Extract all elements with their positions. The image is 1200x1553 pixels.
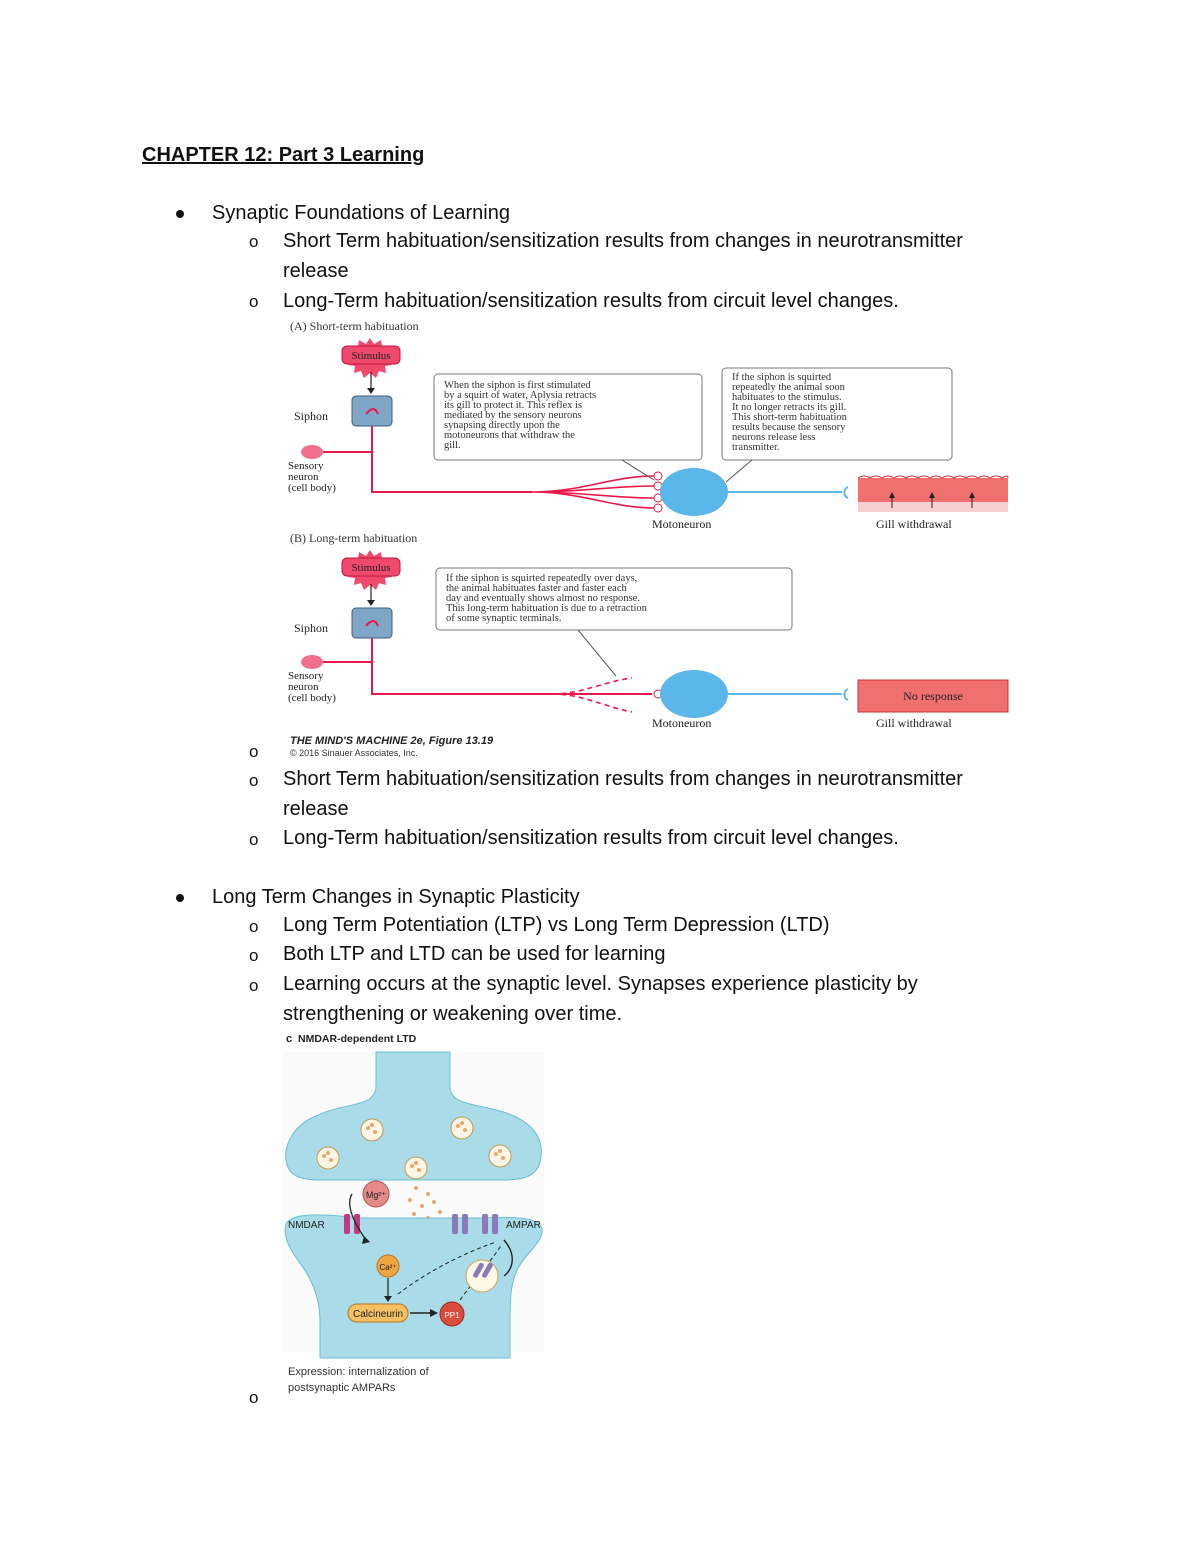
sub-bullet: o [249,742,259,761]
nmdar-label: NMDAR [288,1220,325,1231]
sub-bullet: o [249,917,259,936]
gill-label-b: Gill withdrawal [876,716,952,730]
callout-a2-line6: results because the sensory [732,422,846,433]
callout-a2-line4: It no longer retracts its gill. [732,402,847,413]
section1-item-1: Short Term habituation/sensitization results from changes in neurotransmitter [283,230,963,252]
callout-b-line2: the animal habituates faster and faster each [446,583,627,594]
ampar-channel-1 [452,1214,458,1234]
section1-item-1-cont: release [283,260,349,282]
motoneuron-label-a: Motoneuron [652,517,712,531]
mg-label: Mg²⁺ [365,1190,387,1200]
bullet-dot [176,210,184,218]
section2-heading: Long Term Changes in Synaptic Plasticity [212,886,580,908]
section2-item-3-cont: strengthening or weakening over time. [283,1003,623,1025]
section2-item-3: Learning occurs at the synaptic level. Synapses experience plasticity by [283,973,918,995]
ltd-figure [282,1028,546,1400]
sensory-label-b2: neuron [288,681,319,693]
sub-bullet: o [249,771,259,790]
motoneuron-label-b: Motoneuron [652,716,712,730]
sensory-cell-b [301,655,323,669]
callout-a1-line3: its gill to protect it. This reflex is [444,400,583,411]
callout-a2-line3: habituates to the stimulus. [732,392,842,403]
callout-b-line3: day and eventually shows almost no response. [446,593,640,604]
siphon-label-a: Siphon [294,409,329,423]
sub-bullet: o [249,976,259,995]
callout-a2-line8: transmitter. [732,442,780,453]
pp1-label: PP1 [444,1311,460,1320]
calcineurin-label: Calcineurin [352,1309,404,1320]
section1-item-4: Long-Term habituation/sensitization results from circuit level changes. [283,827,899,849]
bullet-dot [176,894,184,902]
section1-item-3: Short Term habituation/sensitization results from changes in neurotransmitter [283,768,963,790]
callout-b-line5: of some synaptic terminals. [446,613,562,624]
callout-a2-line7: neurons release less [732,432,816,443]
stimulus-label-b: Stimulus [351,562,391,574]
ampar-channel-2 [482,1214,488,1234]
nmdar-channel [344,1214,350,1234]
gill-label-a: Gill withdrawal [876,517,952,531]
sensory-label-b1: Sensory [288,670,324,682]
figure-credit-copy: © 2016 Sinauer Associates, Inc. [290,748,418,758]
habituation-figure [282,316,1030,752]
section2-item-1: Long Term Potentiation (LTP) vs Long Term Depression (LTD) [283,914,830,936]
ca-label: Ca²⁺ [379,1263,397,1272]
fig2-letter: c [286,1033,293,1045]
fig2-caption-line2: postsynaptic AMPARs [288,1382,396,1394]
ampar-label: AMPAR [506,1220,541,1231]
callout-b-line4: This long-term habituation is due to a retraction [446,603,647,614]
motoneuron-a [660,468,728,516]
sub-bullet: o [249,1388,259,1407]
panel-a-label: (A) Short-term habituation [290,319,419,333]
section1-heading: Synaptic Foundations of Learning [212,202,510,224]
sensory-label-b3: (cell body) [288,692,336,704]
sub-bullet: o [249,232,259,251]
callout-a1-line4: mediated by the sensory neurons [444,410,582,421]
callout-a1-line5: synapsing directly upon the [444,420,560,431]
siphon-a [352,396,392,426]
sub-bullet: o [249,292,259,311]
page-title: CHAPTER 12: Part 3 Learning [142,144,425,166]
callout-a2-line1: If the siphon is squirted [732,372,832,383]
gill-a [858,478,1008,502]
section2-item-2: Both LTP and LTD can be used for learning [283,943,666,965]
callout-a1-line1: When the siphon is first stimulated [444,380,591,391]
no-response-label: No response [903,689,963,703]
callout-a2-line5: This short-term habituation [732,412,847,423]
sub-bullet: o [249,946,259,965]
section1-item-3-cont: release [283,798,349,820]
panel-b-label: (B) Long-term habituation [290,531,418,545]
fig2-title: NMDAR-dependent LTD [298,1033,417,1045]
callout-a2-line2: repeatedly the animal soon [732,382,845,393]
siphon-label-b: Siphon [294,621,329,635]
motoneuron-b [660,670,728,718]
stimulus-label-a: Stimulus [351,350,391,362]
sensory-label-a2: neuron [288,471,319,483]
section1-item-2: Long-Term habituation/sensitization results from circuit level changes. [283,290,899,312]
callout-a1-line6: motoneurons that withdraw the [444,430,575,441]
sensory-label-a3: (cell body) [288,482,336,494]
sensory-cell-a [301,445,323,459]
fig2-caption-line1: Expression: internalization of [288,1366,429,1378]
callout-a1-line7: gill. [444,440,461,451]
siphon-b [352,608,392,638]
callout-b-line1: If the siphon is squirted repeatedly over days, [446,573,638,584]
sub-bullet: o [249,830,259,849]
callout-a1-line2: by a squirt of water, Aplysia retracts [444,390,597,401]
sensory-label-a1: Sensory [288,460,324,472]
postsynaptic-spine [285,1215,542,1358]
figure-credit-title: THE MIND'S MACHINE 2e, Figure 13.19 [290,735,494,747]
